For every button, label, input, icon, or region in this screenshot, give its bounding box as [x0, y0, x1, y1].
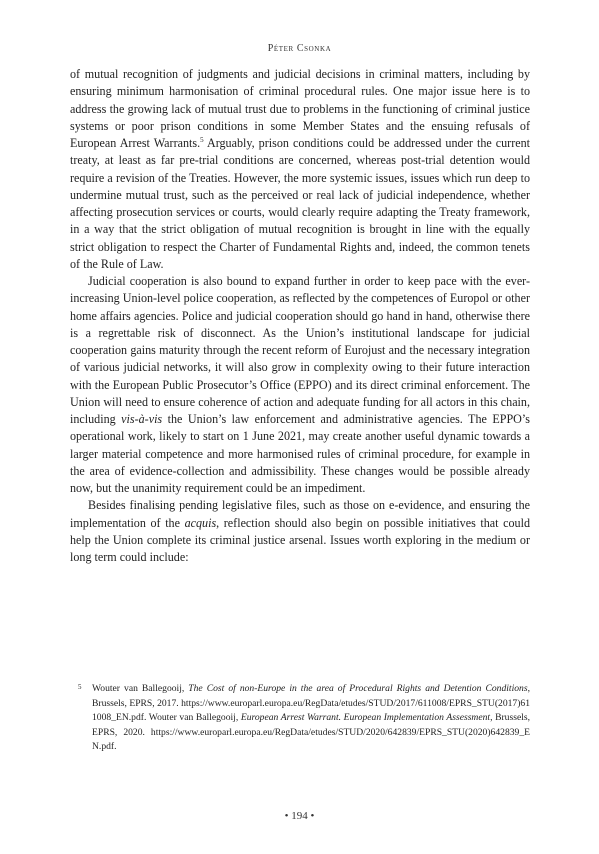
- footnote-url-1[interactable]: https://www.europarl.europa.eu/RegData/etudes/STUD/2017/611008/EPRS_STU(2017)611008_EN.pdf.: [92, 697, 530, 724]
- footnote-title-1: The Cost of non-Europe in the area of Procedural Rights and Detention Conditions: [188, 683, 528, 694]
- footnote-title-2: European Arrest Warrant. European Implementation Assessment: [240, 712, 491, 724]
- footnotes: [70, 682, 530, 755]
- footnote-5: [70, 682, 530, 755]
- footnote-publisher-1: , Brussels, EPRS, 2017.: [92, 683, 530, 709]
- paragraph-3-text-b: , reflection should also begin on possible initiatives that could help the Union complete its criminal justice arsenal. Issues worth exploring in the medium or long term could include:: [70, 515, 530, 564]
- footnote-author-1: Wouter van Ballegooij,: [92, 683, 189, 694]
- footnote-publisher-2: , Brussels, EPRS, 2020.: [92, 712, 530, 738]
- main-text: [70, 66, 530, 566]
- paragraph-2-italic: vis-à-vis: [121, 412, 163, 426]
- running-head: Péter Csonka: [267, 43, 332, 54]
- paragraph-2-text-b: the Union’s law enforcement and administrative agencies. The EPPO’s operational work, likely to start on 1 June 2021, may create another useful dynamic towards a larger material competence and more harmonised rules of criminal procedure, for example in the area of evidence-collection and admissibility. These changes would be possible already now, but the unanimity requirement could be an impediment.: [70, 412, 530, 495]
- footnote-author-2: Wouter van Ballegooij,: [146, 712, 241, 724]
- paragraph-3: [70, 497, 530, 566]
- footnote-url-2[interactable]: https://www.europarl.europa.eu/RegData/etudes/STUD/2020/642839/EPRS_STU(2020)642839_EN.pdf.: [92, 726, 530, 753]
- paragraph-2-text-a: Judicial cooperation is also bound to expand further in order to keep pace with the ever-increasing Union-level police cooperation, as reflected by the competences of Europol or other home affairs agencies. Police and judicial cooperation should go hand in hand, otherwise there is a regrettable risk of disconnect. As the Union’s institutional landscape for judicial cooperation gains maturity through the recent reform of Eurojust and the necessary integration of various judicial networks, it will also grow in complexity owing to their future interaction with the European Public Prosecutor’s Office (EPPO) and its direct criminal enforcement. The Union will need to ensure coherence of action and adequate funding for all actors in this chain, including: [70, 274, 530, 426]
- paragraph-1-text-b: Arguably, prison conditions could be addressed under the current treaty, at least as far pre-trial conditions are concerned, whereas post-trial detention would require a revision of the Treaties. However, the more systemic issues, issues which run deep to undermine mutual trust, such as the perceived or real lack of judicial independence, whether affecting prosecution services or courts, would clearly require adapting the Treaty framework, in a way that the strict obligation of mutual recognition is brought in line with the equally strict obligation to respect the Charter of Fundamental Rights and, indeed, the common tenets of the Rule of Law.: [70, 136, 531, 271]
- paragraph-2: [70, 273, 530, 497]
- paragraph-1-text-a: of mutual recognition of judgments and judicial decisions in criminal matters, including by ensuring minimum harmonisation of criminal procedural rules. One major issue here is to address the growing lack of mutual trust due to problems in the functioning of criminal justice systems or poor prison conditions in some Member States and the ensuing refusals of European Arrest Warrants.: [70, 67, 530, 150]
- paragraph-3-italic: acquis: [184, 515, 217, 530]
- page-number: • 194 •: [284, 810, 315, 822]
- paragraph-3-text-a: Besides finalising pending legislative files, such as those on e-evidence, and ensuring the implementation of the: [70, 498, 530, 530]
- paragraph-1: [70, 66, 530, 273]
- footnote-reference[interactable]: 5: [200, 135, 204, 144]
- footnote-number: 5: [78, 683, 82, 691]
